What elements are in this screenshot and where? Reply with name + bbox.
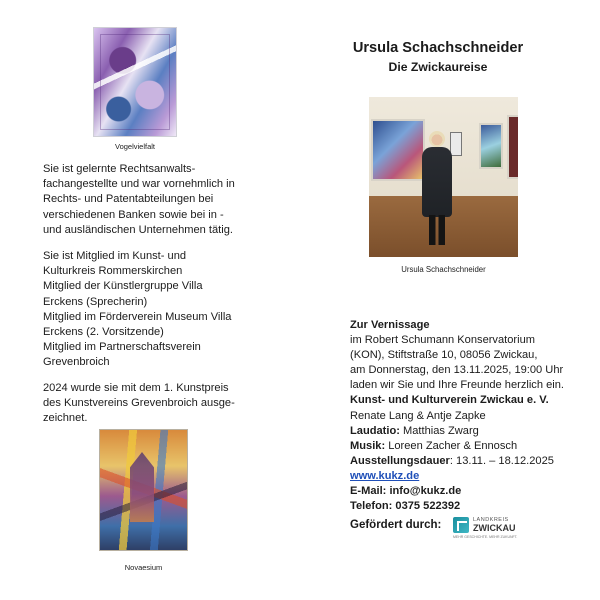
bio-paragraph <box>43 162 263 238</box>
landkreis-mark-icon <box>453 517 469 533</box>
laudatio-label: Laudatio: <box>350 424 400 437</box>
artwork-caption-novaesium: Novaesium <box>124 563 163 572</box>
email-contact[interactable]: E-Mail: info@kukz.de <box>350 485 462 498</box>
dauer-value: : 13.11. – 18.12.2025 <box>449 454 554 467</box>
award-paragraph <box>43 381 263 427</box>
membership-line: Kulturkreis Rommerskirchen <box>43 265 183 278</box>
bio-line: fachangestellte und war vornehmlich in <box>43 178 235 191</box>
artist-photo-caption: Ursula Schachschneider <box>401 265 486 274</box>
musik-row <box>350 439 590 454</box>
award-line: 2024 wurde sie mit dem 1. Kunstpreis <box>43 382 229 394</box>
award-line: des Kunstvereins Grevenbroich ausge- <box>43 397 235 410</box>
exhibition-title: Die Zwickaureise <box>388 60 488 74</box>
laudatio-value: Matthias Zwarg <box>399 424 479 437</box>
membership-line: Erckens (Sprecherin) <box>43 295 148 308</box>
membership-line: Sie ist Mitglied im Kunst- und <box>43 250 187 262</box>
musik-label: Musik: <box>350 439 386 452</box>
vernissage-line: im Robert Schumann Konservatorium <box>350 334 535 347</box>
phone-contact: Telefon: 0375 522392 <box>350 500 461 513</box>
organizer-name: Kunst- und Kulturverein Zwickau e. V. <box>350 394 549 407</box>
vernissage-line: (KON), Stiftstraße 10, 08056 Zwickau, <box>350 349 538 362</box>
award-line: zeichnet. <box>43 412 88 425</box>
membership-line: Erckens (2. Vorsitzende) <box>43 326 164 339</box>
sponsor-label: Gefördert durch: <box>350 519 442 531</box>
membership-line: Grevenbroich <box>43 356 110 369</box>
artwork-novaesium <box>100 430 187 550</box>
logo-tagline: MEHR GESCHICHTE. MEHR ZUKUNFT. <box>453 535 518 539</box>
website-link[interactable]: www.kukz.de <box>350 469 420 482</box>
membership-line: Mitglied der Künstlergruppe Villa <box>43 280 203 293</box>
bio-line: Rechts- und Patentabteilungen bei <box>43 193 214 206</box>
bio-line: Sie ist gelernte Rechtsanwalts- <box>43 163 196 175</box>
memberships-paragraph <box>43 249 263 371</box>
artist-name-heading: Ursula Schachschneider <box>352 40 524 56</box>
logo-line2: ZWICKAU <box>473 523 516 533</box>
dauer-row <box>350 454 590 469</box>
musik-value: Loreen Zacher & Ennosch <box>385 439 518 452</box>
landkreis-zwickau-logo <box>453 515 517 539</box>
membership-line: Mitglied im Partnerschaftsverein <box>43 341 201 354</box>
organizer-contacts: Renate Lang & Antje Zapke <box>350 409 486 422</box>
bio-line: und ausländischen Unternehmen tätig. <box>43 223 233 236</box>
artwork-caption-vogelvielfalt: Vogelvielfalt <box>114 142 156 151</box>
artwork-vogelvielfalt <box>94 28 176 136</box>
logo-line1: LANDKREIS <box>473 517 509 523</box>
artist-photo <box>369 97 518 257</box>
vernissage-line: laden wir Sie und Ihre Freunde herzlich ein. <box>350 379 564 392</box>
dauer-label: Ausstellungsdauer <box>350 454 450 467</box>
bio-line: verschiedenen Banken sowie bei in - <box>43 208 224 221</box>
event-info <box>350 318 590 514</box>
laudatio-row <box>350 424 590 439</box>
vernissage-heading: Zur Vernissage <box>350 319 430 331</box>
membership-line: Mitglied im Förderverein Museum Villa <box>43 310 232 323</box>
vernissage-line: am Donnerstag, den 13.11.2025, 19:00 Uhr <box>350 364 564 377</box>
